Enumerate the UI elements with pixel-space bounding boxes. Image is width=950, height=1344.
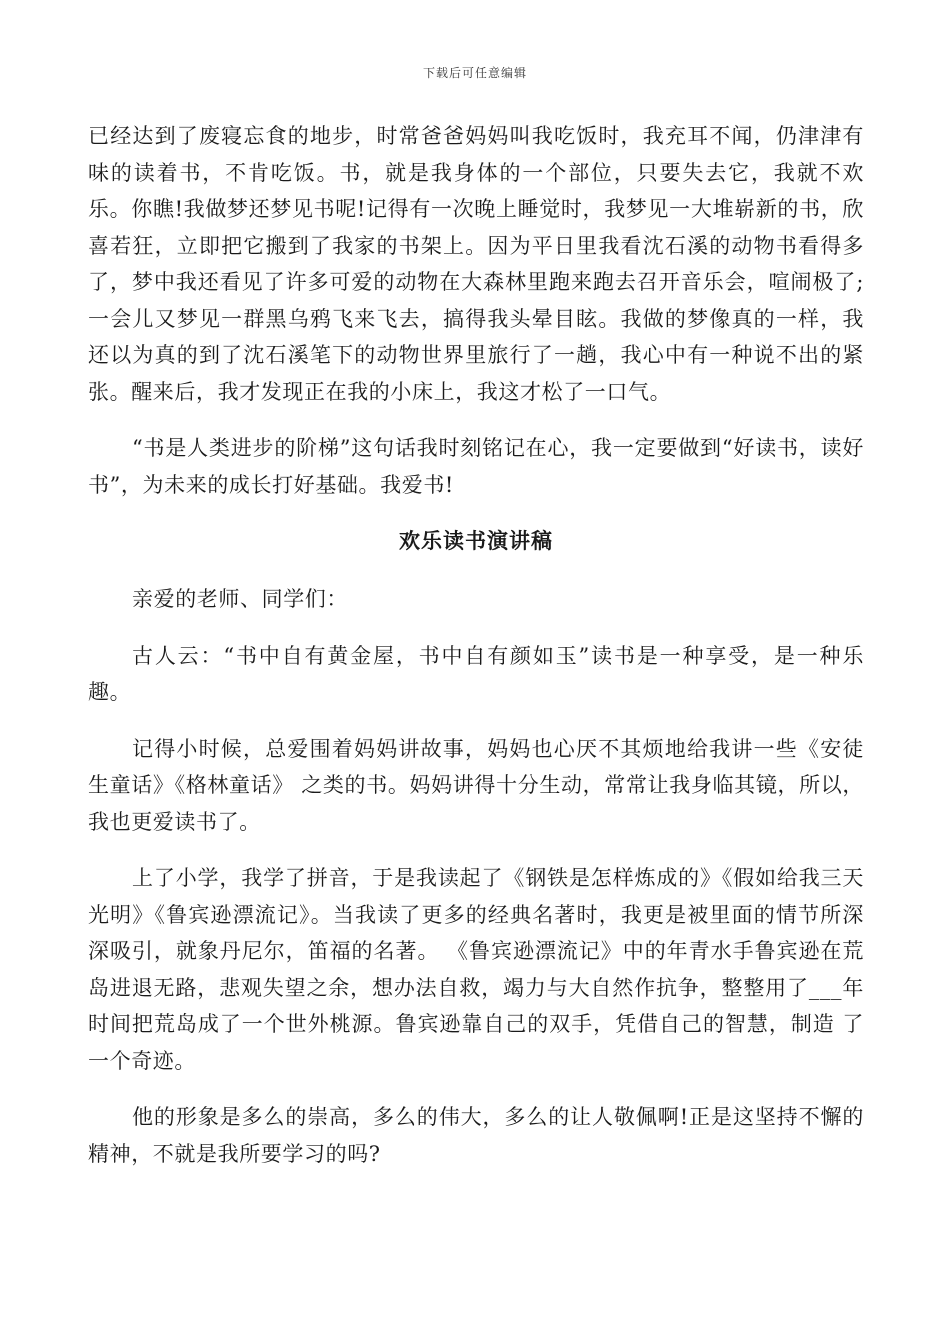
section-title: 欢乐读书演讲稿	[399, 528, 553, 553]
paragraph-7: 他的形象是多么的崇高，多么的伟大，多么的让人敬佩啊!正是这坚持不懈的精神，不就是我所要学习的吗?	[88, 1105, 864, 1166]
document-body	[88, 118, 864, 1192]
page-header-note: 下载后可任意编辑	[422, 66, 527, 80]
paragraph-1: 已经达到了废寝忘食的地步，时常爸爸妈妈叫我吃饭时，我充耳不闻，仍津津有味的读着书，不肯吃饭。书，就是我身体的一个部位，只要失去它，我就不欢乐。你瞧!我做梦还梦见书呢!记得有一次晚上睡觉时，我梦见一大堆崭新的书，欣喜若狂，立即把它搬到了我家的书架上。因为平日里我看沈石溪的动物书看得多了，梦中我还看见了许多可爱的动物在大森林里跑来跑去召开音乐会，喧闹极了;一会儿又梦见一群黑乌鸦飞来飞去，搞得我头晕目眩。我做的梦像真的一样，我还以为真的到了沈石溪笔下的动物世界里旅行了一趟，我心中有一种说不出的紧张。醒来后，我才发现正在我的小床上，我这才松了一口气。	[88, 124, 864, 404]
paragraph-salutation: 亲爱的老师、同学们：	[132, 587, 348, 611]
paragraph-4: 古人云：“书中自有黄金屋，书中自有颜如玉”读书是一种享受，是一种乐趣。	[88, 643, 864, 704]
paragraph-2: “书是人类进步的阶梯”这句话我时刻铭记在心，我一定要做到“好读书，读好书”，为未来的成长打好基础。我爱书!	[88, 436, 864, 497]
paragraph-5: 记得小时候，总爱围着妈妈讲故事，妈妈也心厌不其烦地给我讲一些《安徒生童话》《格林童话》 之类的书。妈妈讲得十分生动，常常让我身临其镜，所以，我也更爱读书了。	[88, 736, 864, 834]
paragraph-6: 上了小学，我学了拼音，于是我读起了《钢铁是怎样炼成的》《假如给我三天光明》《鲁宾逊漂流记》。当我读了更多的经典名著时，我更是被里面的情节所深深吸引，就象丹尼尔，笛福的名著。 《鲁宾逊漂流记》中的年青水手鲁宾逊在荒岛进退无路，悲观失望之余，想办法自救，竭力与大自然作抗争，整整用了___年时间把荒岛成了一个世外桃源。鲁宾逊靠自己的双手，凭借自己的智慧，制造 了一个奇迹。	[88, 866, 864, 1073]
